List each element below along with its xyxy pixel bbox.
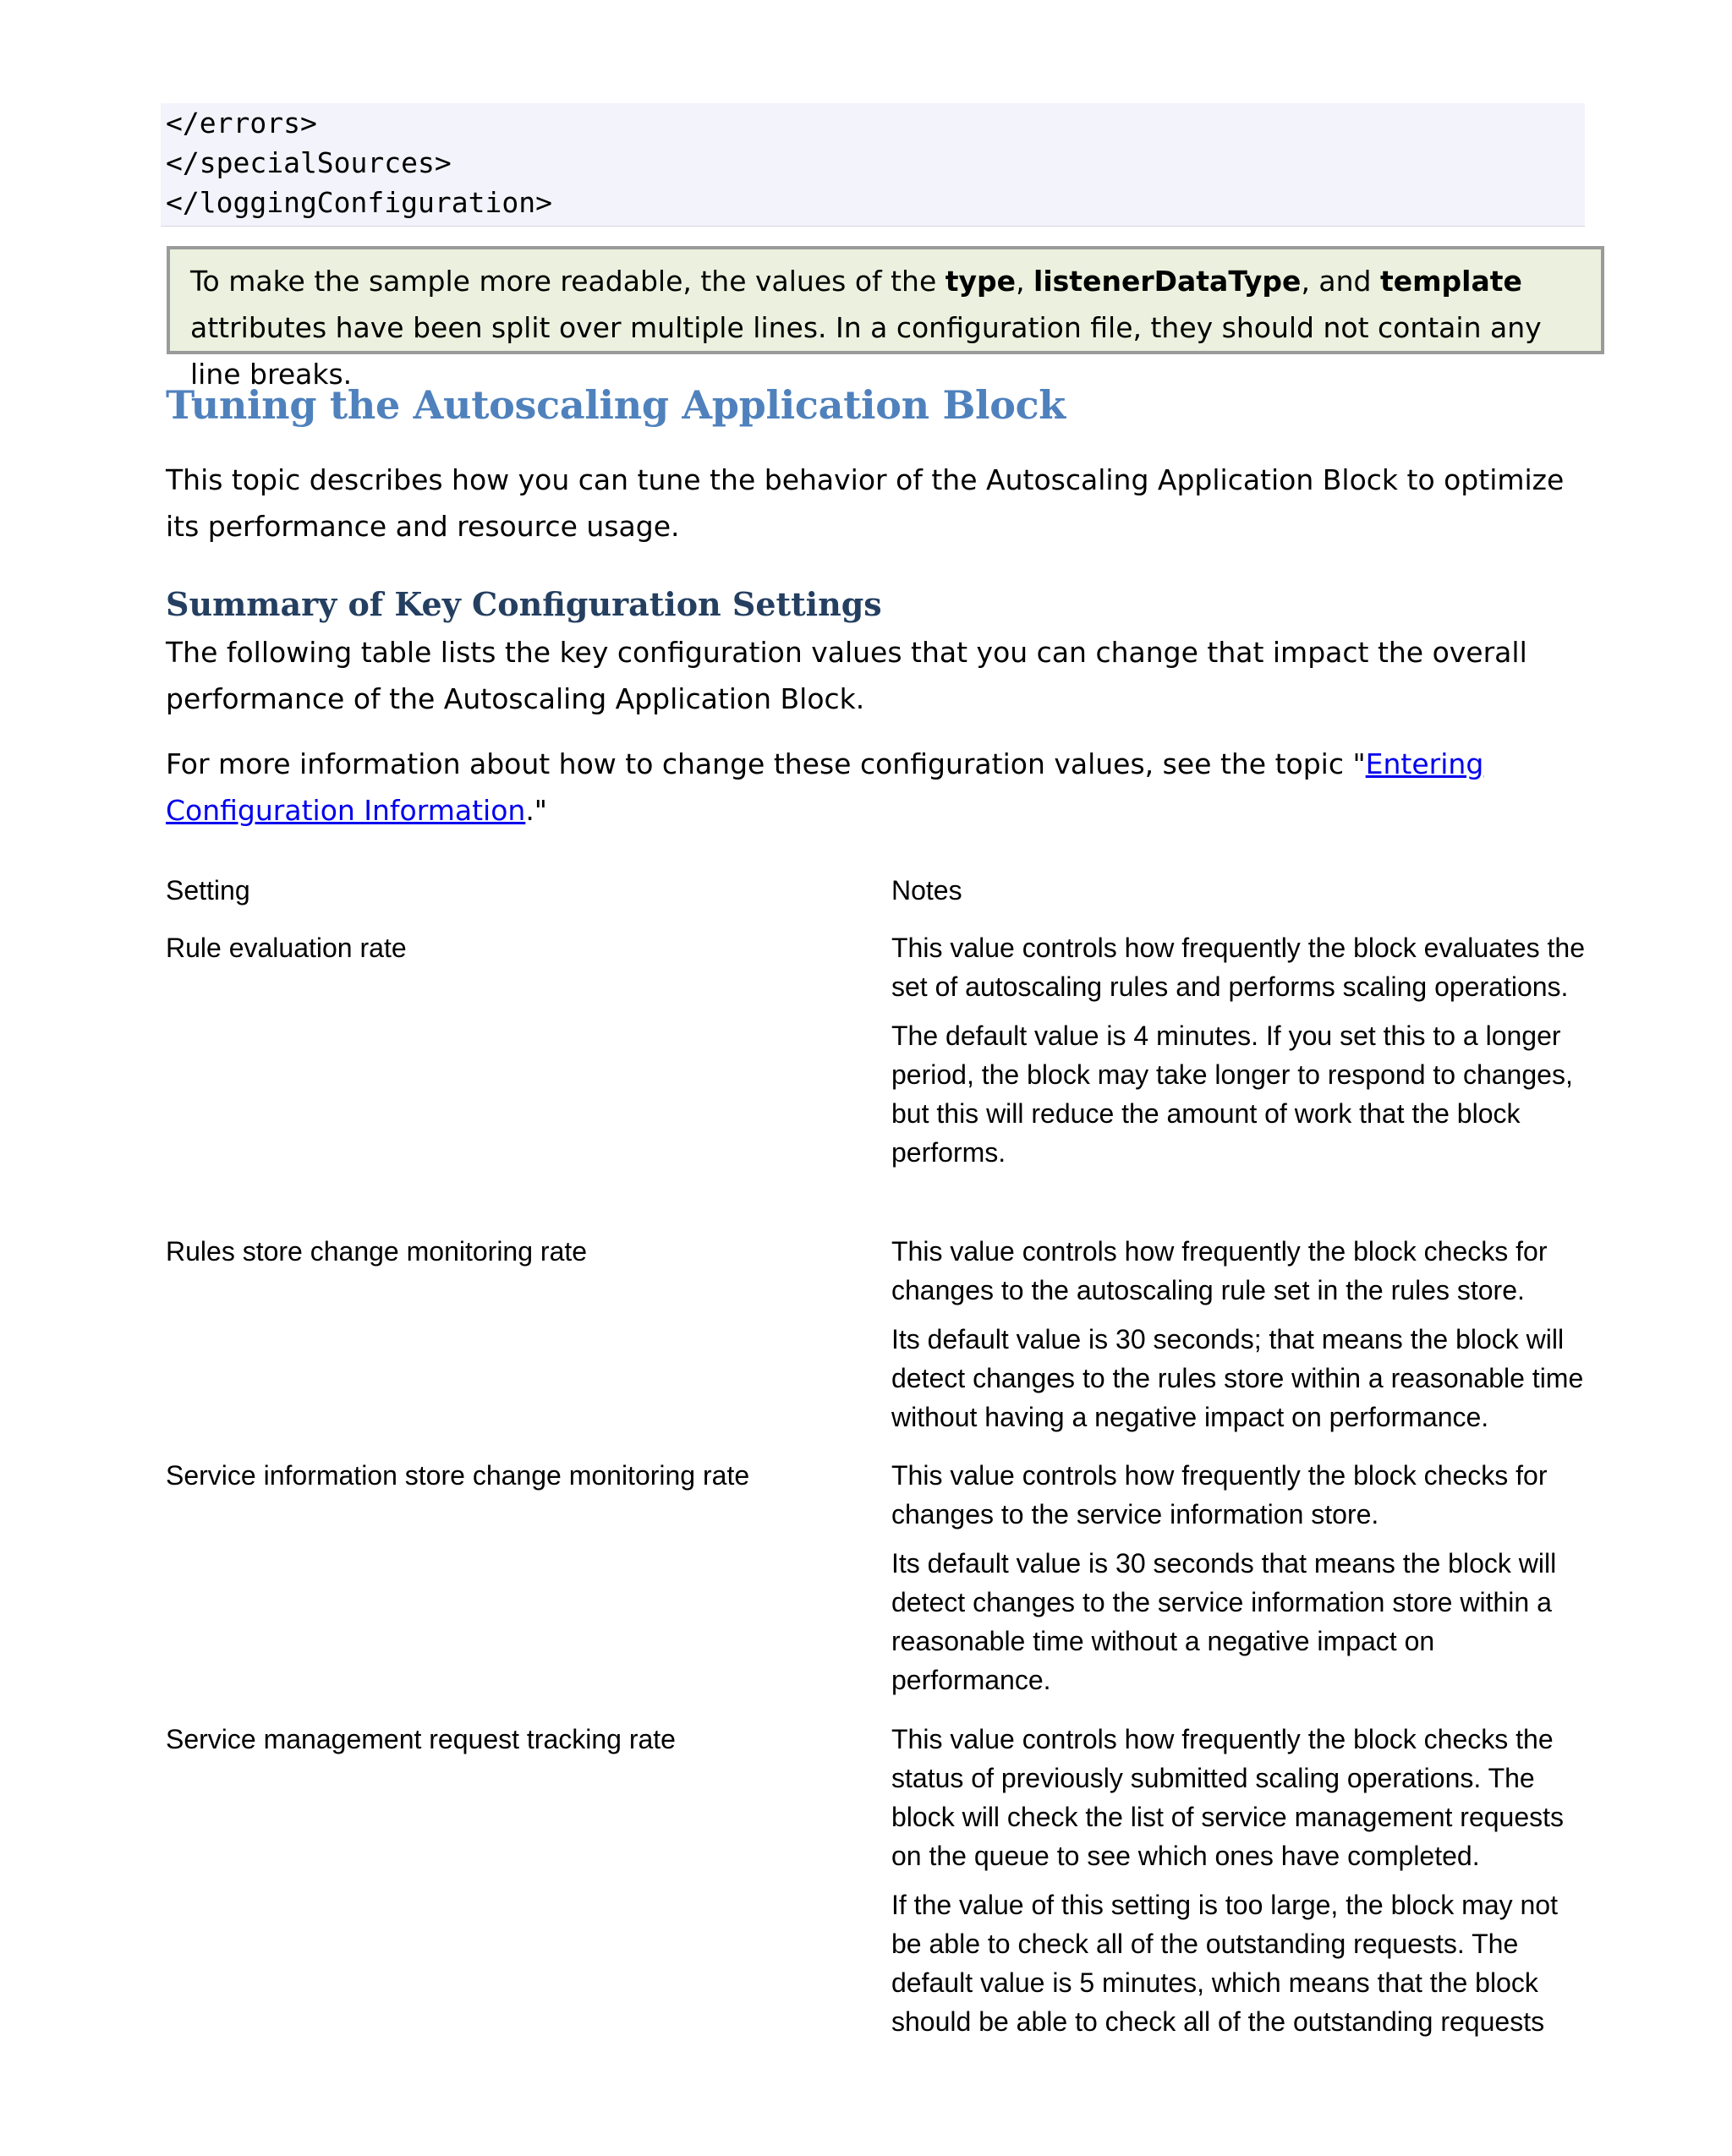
notes-paragraph: The default value is 4 minutes. If you set this to a longer period, the block may take longer to respond to changes, but this will reduce the amount of work that the block performs. [891, 1021, 1573, 1168]
note-text: To make the sample more readable, the values of the [190, 265, 945, 298]
page-title: Tuning the Autoscaling Application Block [166, 382, 1066, 428]
table-header-setting: Setting [166, 875, 250, 906]
more-info-text: ." [525, 794, 547, 827]
note-text: , and [1301, 265, 1380, 298]
table-cell-notes [891, 928, 1593, 1182]
table-cell-notes [891, 1456, 1593, 1710]
code-line: </loggingConfiguration> [166, 186, 552, 219]
code-line: </specialSources> [166, 146, 452, 179]
code-line: </errors> [166, 107, 317, 140]
notes-paragraph: This value controls how frequently the block checks for changes to the autoscaling rule set in the rules store. [891, 1236, 1548, 1305]
more-info-text: For more information about how to change these configuration values, see the topic " [166, 747, 1366, 780]
table-cell-notes [891, 1720, 1593, 2051]
notes-paragraph: This value controls how frequently the block evaluates the set of autoscaling rules and performs scaling operations. [891, 933, 1586, 1002]
notes-paragraph: This value controls how frequently the block checks for changes to the service information store. [891, 1460, 1548, 1529]
summary-paragraph: The following table lists the key configuration values that you can change that impact the overall performance of the Autoscaling Application Block. [166, 636, 1527, 715]
entering-configuration-information-link[interactable]: Entering Configuration Information [166, 747, 1484, 827]
note-bold-listener-data-type: listenerDataType [1033, 265, 1302, 298]
table-cell-setting: Service information store change monitoring rate [166, 1460, 750, 1491]
notes-paragraph: If the value of this setting is too large, the block may not be able to check all of the outstanding requests. The default value is 5 minutes, which means that the block should be able to check all of the outstanding requests [891, 1890, 1558, 2037]
note-bold-type: type [945, 265, 1017, 298]
intro-paragraph: This topic describes how you can tune the behavior of the Autoscaling Application Block to optimize its performance and resource usage. [166, 463, 1565, 543]
table-header-notes: Notes [891, 875, 962, 906]
table-cell-notes [891, 1232, 1593, 1447]
note-text: attributes have been split over multiple lines. In a configuration file, they should not contain any line breaks. [190, 311, 1542, 391]
section-heading: Summary of Key Configuration Settings [166, 585, 882, 623]
notes-paragraph: This value controls how frequently the block checks the status of previously submitted scaling operations. The block will check the list of service management requests on the queue to see which ones have completed. [891, 1724, 1565, 1871]
note-bold-template: template [1380, 265, 1522, 298]
notes-paragraph: Its default value is 30 seconds that means the block will detect changes to the service information store within a reasonable time without a negative impact on performance. [891, 1548, 1557, 1695]
table-cell-setting: Rule evaluation rate [166, 933, 407, 963]
note-text: , [1016, 265, 1034, 298]
table-cell-setting: Service management request tracking rate [166, 1724, 676, 1754]
table-cell-setting: Rules store change monitoring rate [166, 1236, 588, 1267]
notes-paragraph: Its default value is 30 seconds; that means the block will detect changes to the rules store within a reasonable time without having a negative impact on performance. [891, 1324, 1584, 1432]
code-block [161, 103, 1585, 227]
more-info-paragraph [166, 741, 1587, 834]
note-box [167, 246, 1604, 391]
